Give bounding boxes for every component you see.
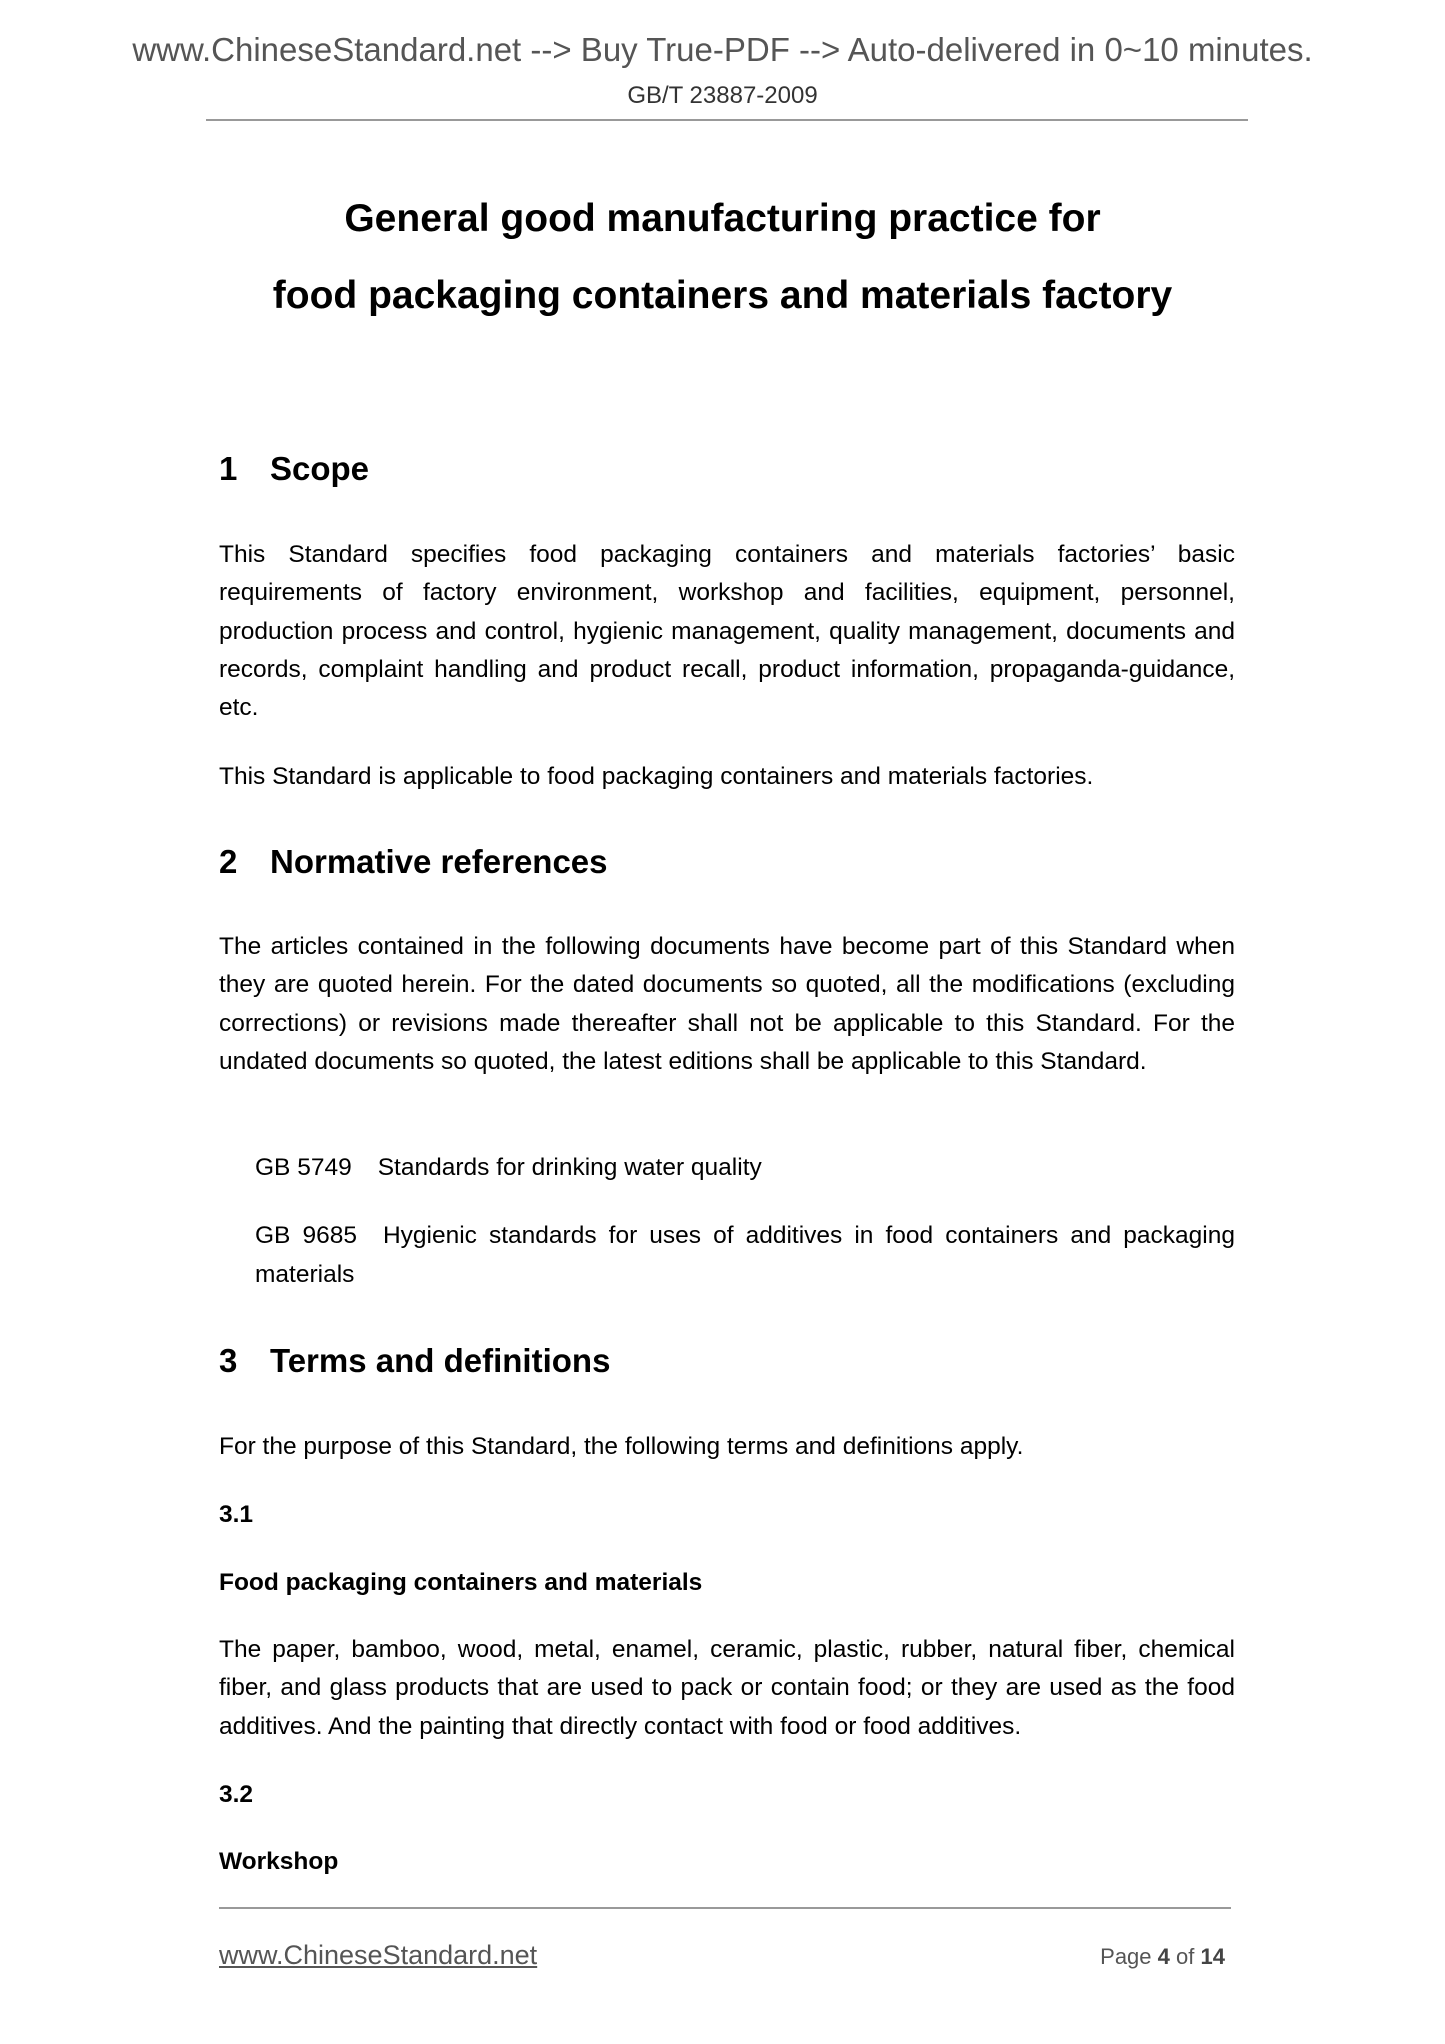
term-title: Food packaging containers and materials <box>219 1569 703 1596</box>
page-indicator <box>1100 1944 1225 1970</box>
total-pages: 14 <box>1200 1944 1225 1969</box>
title-line-1: General good manufacturing practice for <box>344 197 1101 240</box>
paragraph: For the purpose of this Standard, the following terms and definitions apply. <box>219 1433 1024 1460</box>
section-title: Scope <box>270 450 370 487</box>
header-banner[interactable]: www.ChineseStandard.net --> Buy True-PDF --> Auto-delivered in 0~10 minutes. <box>132 31 1313 68</box>
paragraph: The articles contained in the following documents have become part of this Standard when they are quoted herein. For the dated documents so quoted, all the modifications (excluding corrections) or revisions made thereafter shall not be applicable to this Standard. For the undated documents so quoted, the latest editions shall be applicable to this Standard. <box>219 933 1235 1075</box>
term-definition: The paper, bamboo, wood, metal, enamel, ceramic, plastic, rubber, natural fiber, chemical fiber, and glass products that are used to pack or contain food; or they are used as the food additives. And the painting that directly contact with food or food additives. <box>219 1636 1235 1740</box>
term-number: 3.1 <box>219 1501 254 1528</box>
footer-divider <box>219 1907 1231 1909</box>
reference-title: Hygienic standards for uses of additives in food containers and packaging materials <box>255 1222 1235 1288</box>
reference-item <box>255 1217 1235 1294</box>
section-heading-scope <box>219 447 369 491</box>
section-number: 2 <box>219 843 238 880</box>
term-title: Workshop <box>219 1848 339 1875</box>
header-divider <box>206 119 1248 121</box>
paragraph: This Standard is applicable to food packaging containers and materials factories. <box>219 763 1094 790</box>
reference-title: Standards for drinking water quality <box>377 1154 762 1181</box>
footer-website-link[interactable]: www.ChineseStandard.net <box>219 1940 538 1970</box>
section-title: Terms and definitions <box>270 1342 611 1379</box>
paragraph: This Standard specifies food packaging containers and materials factories’ basic requirements of factory environment, workshop and facilities, equipment, personnel, production process and control, hygienic management, quality management, documents and records, complaint handling and product recall, product information, propaganda-guidance, etc. <box>219 541 1235 722</box>
current-page: 4 <box>1157 1944 1170 1969</box>
reference-item <box>255 1149 1235 1188</box>
page-label: Page <box>1100 1944 1152 1969</box>
section-title: Normative references <box>270 843 608 880</box>
term-number: 3.2 <box>219 1781 254 1808</box>
section-number: 3 <box>219 1342 238 1379</box>
section-heading-terms <box>219 1339 610 1383</box>
page-of-label: of <box>1176 1944 1195 1969</box>
section-number: 1 <box>219 450 238 487</box>
standard-number: GB/T 23887-2009 <box>627 82 818 109</box>
title-line-2: food packaging containers and materials factory <box>272 274 1173 317</box>
reference-code: GB 5749 <box>255 1154 352 1181</box>
reference-code: GB 9685 <box>255 1222 357 1249</box>
section-heading-normative-references <box>219 840 608 884</box>
